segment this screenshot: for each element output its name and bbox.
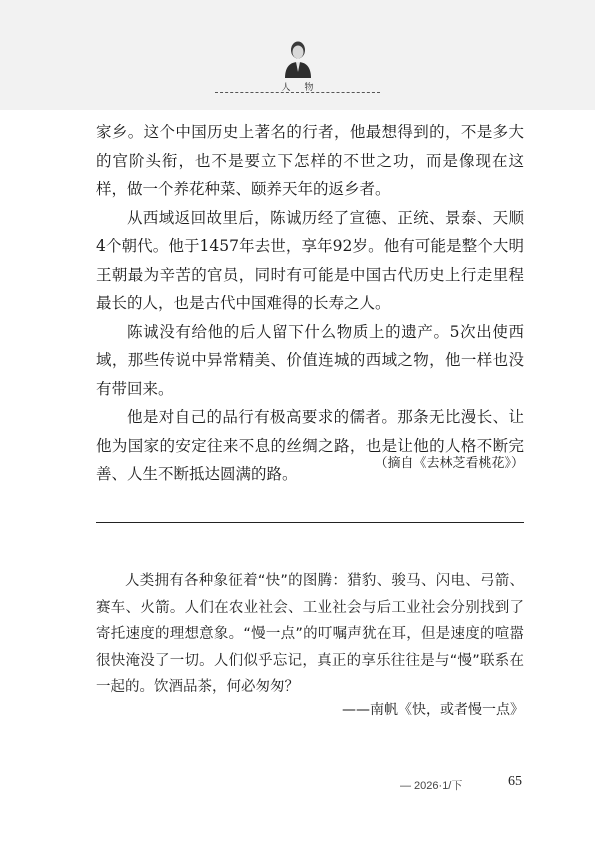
article-body — [96, 118, 524, 489]
article-paragraph: 他是对自己的品行有极高要求的儒者。那条无比漫长、让他为国家的安定往来不息的丝绸之路，也是让他的人格不断完善、人生不断抵达圆满的路。 — [96, 408, 524, 483]
article-source: （摘自《去林芝看桃花》） — [374, 456, 524, 471]
section-label: 人物 — [281, 83, 328, 93]
portrait-icon — [283, 38, 313, 78]
article-paragraph: 家乡。这个中国历史上著名的行者，他最想得到的，不是多大的官阶头衔，也不是要立下怎样的不世之功，而是像现在这样，做一个养花种菜、颐养天年的返乡者。 — [96, 123, 524, 198]
article-paragraph: 陈诚没有给他的后人留下什么物质上的遗产。5次出使西域，那些传说中异常精美、价值连城的西域之物，他一样也没有带回来。 — [96, 322, 524, 398]
issue-label: — 2026·1/下 — [400, 780, 463, 792]
quote-block — [96, 568, 524, 701]
article-paragraph: 从西域返回故里后，陈诚历经了宣德、正统、景泰、天顺4个朝代。他于1457年去世，享年92岁。他有可能是整个大明王朝最为辛苦的官员，同时有可能是中国古代历史上行走里程最长的人，也是古代中国难得的长寿之人。 — [96, 208, 524, 312]
quote-text: 人类拥有各种象征着“快”的图腾：猎豹、骏马、闪电、弓箭、赛车、火箭。人们在农业社会、工业社会与后工业社会分别找到了寄托速度的理想意象。“慢一点”的叮嘱声犹在耳，但是速度的喧嚣很快淹没了一切。人们似乎忘记，真正的享乐往往是与“慢”联系在一起的。饮酒品茶，何必匆匆？ — [96, 573, 524, 695]
quote-attribution: ——南帆《快，或者慢一点》 — [342, 702, 524, 718]
page-number: 65 — [508, 774, 522, 789]
section-divider — [96, 522, 524, 523]
header-divider — [215, 92, 380, 93]
